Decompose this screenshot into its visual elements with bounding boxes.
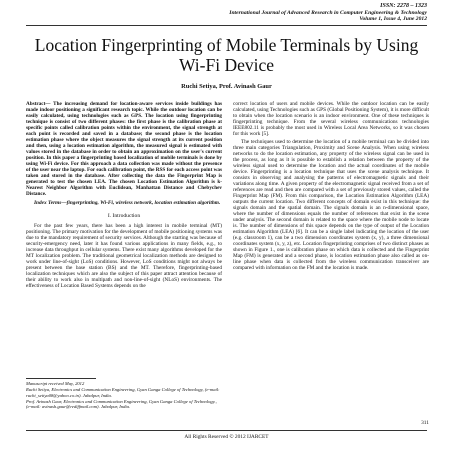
footnote-author-2: Prof. Avinash Gaur, Electronics and Communication Engineering, Gyan Ganga College of Technology., (e-mail: avinash.gaur@rediffmail.com). Jabalpur, India.: [26, 398, 217, 410]
right-paragraph-1: correct location of users and mobile devices. While the outdoor location can be easily calculated, using Technologies such as GPS (Global Positioning System), it is more difficult to obtain when the location scenario is an indoor environment. One of these techniques is fingerprinting technique. From the several wireless communications technologies IEEE802.11 is probably the most used in Wireless Local Area Networks, so it was chosen for this work [5].: [233, 101, 429, 137]
page-number: 311: [421, 420, 429, 426]
footnote-received: Manuscript received May, 2012: [26, 381, 85, 386]
journal-name: International Journal of Advanced Research in Computer Engineering & Technology: [229, 10, 427, 16]
abstract: Abstract— The increasing demand for location-aware services inside buildings has made indoor positioning a significant research topic. While the outdoor location can be easily calculated, using technologies such as GPS. The location using fingerprinting technique is consist of two different phases: the first phase is the calibration phase at specific points called calibration points within the environment, the signal strength at each point is recorded and saved in a database; the second phase is the location estimation phase where the object measures the signal strength at its current position and then, using a location estimation algorithm, the measured signal is estimated with values stored in the database in order to obtain an approximation on the user's current position. In this paper a fingerprinting based localization of mobile terminals is done by using Wi-Fi device. For this approach a data collection was made without the presence of the user near the laptop. For each calibration point, the RSS for each access point was taken and stored in the database. After collecting the data the Fingerprint Map is generated to test the chosen LEA. The chosen Location Estimation Algorithm is k-Nearest Neighbor Algorithm with Euclidean, Manhattan Distance and Chebychev Distance.: [26, 101, 222, 197]
journal-volume: Volume 1, Issue 4, June 2012: [359, 16, 427, 23]
footnote-rule: [26, 378, 96, 379]
paper-title: Location Fingerprinting of Mobile Terminals by Using Wi-Fi Device: [34, 35, 419, 75]
right-column: [233, 101, 429, 271]
footnotes: [26, 381, 222, 410]
footer-rule: [26, 430, 427, 431]
section-heading-introduction: I. Introduction: [107, 213, 141, 219]
left-column: [26, 101, 222, 289]
copyright-footer: All Rights Reserved © 2012 IJARCET: [184, 434, 269, 440]
issn-label: ISSN: 2278 – 1323: [380, 3, 427, 9]
index-terms: Index Terms—fingerprinting, Wi-Fi, wireless network, location estimation algorithm.: [34, 200, 221, 206]
right-paragraph-2: The techniques used to determine the location of a mobile terminal can be divided into three main categories Triangulation, Proximity and Scene Analysis. When using wireless networks to do the location estimation, any property of the wireless signal can be used in the process, as long as it is possible to establish a relation between the property of the wireless signal used to determine the location and the actual coordinates of the mobile device. Fingerprinting is a location technique that uses the scene analysis technique. It consists in observing and analysing the patterns of electromagnetic signals and their variations along time. A given property of the electromagnetic signal received from a set of references are read and then are compared with a set of previously stored values, called the Fingerprint Map (FM). From this comparison, the Location Estimation Algorithm (LEA) outputs the current location. Two different concepts of domain exist in this technique: the signals domain and the spatial domain. The signals domain is an n-dimensional space, where the number of dimensions equals the number of references that exist in the scene under analysis. The second domain is related to the space where the mobile node to locate is. The number of dimensions of this space depends on the type of output of the Location estimation Algorithm (LEA) [6]. It can be a single label indicating the location of the user (e.g. classroom 1), can be a two dimension coordinates system (x, y), a three dimensional coordinates system (x, y, z), etc. Location fingerprinting comprises of two distinct phases as shown in Figure 1., one is calibration phase on which data is collected and the Fingerprint Map (FM) is generated and a second phase, is location estimation phase also called as on-line phase when data is collected from the wireless communication transceiver are compared with information on the FM and the location is made.: [233, 139, 429, 271]
header-rule: [26, 25, 427, 26]
journal-header: [229, 10, 427, 23]
footnote-author-1: Ruchi Setiya, Electronics and Communication Engineering, Gyan Ganga College of Technology, (e-mail: ruchi_setiya08@yahoo.co.in). Jabalpur, India.: [26, 387, 220, 398]
paper-authors: Ruchi Setiya, Prof. Avinash Gaur: [181, 83, 272, 90]
intro-paragraph: For the past few years, there has been a high interest in mobile terminal (MT) positioning. The primary motivation for the development of mobile positioning systems was due to the mandatory requirement of security services. Although the starting was because of security-emergency need, later it has found various applications in many fields, e.g., to increase data throughput in cellular systems. There exist many algorithms developed for the MT localization problem. The traditional geometrical localization methods are designed to work under line-of-sight (LoS) conditions. However, LoS conditions might not always be present between the base station (BS) and the MT. Therefore, fingerprinting-based localization techniques which are also the subject of this paper attract attention because of their ability to work also in multipath and non-line-of-sight (NLoS) environments. The effectiveness of Location Based Systems depends on the: [26, 223, 222, 289]
